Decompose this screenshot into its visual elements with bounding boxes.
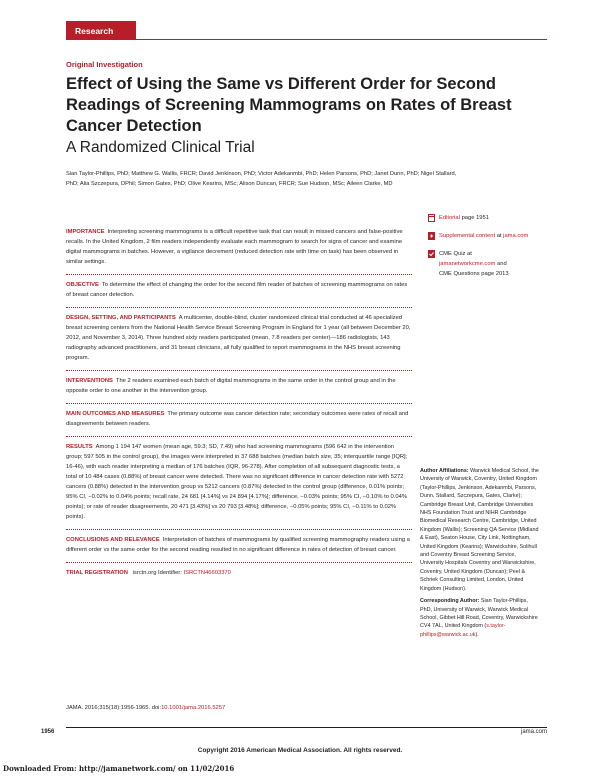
- supplemental-icon: [428, 232, 435, 240]
- abstract-results: [66, 436, 412, 529]
- affiliations-text: Warwick Medical School, the University of Warwick, Coventry, United Kingdom (Taylor-Phillips, Jenkinson, Adekanmbi, Parsons, Dunn, Stallard, Szczepura, Gates, Clarke); Cambridge Breast Unit, Cambridge Universities NHS Foundation Trust and NIHR Cambridge Biomedical Research Centre, Cambridge, United Kingdom (Wallis); Screening QA Service (Midland & East), Seaton House, City Link, Nottingham, United Kingdom (Kearins); Warwickshire, Solihull and Coventry Breast Screening Service, University Hospitals Coventry and Warwickshire, Coventry, United Kingdom (Duncan); Peel & Schriek Consulting Limited, London, United Kingdom (Hudson).: [420, 468, 539, 592]
- editorial-icon: [428, 214, 435, 222]
- section-label: IMPORTANCE: [66, 229, 105, 235]
- abstract-outcomes: [66, 403, 412, 436]
- corresponding-text: Sian Taylor-Phillips, PhD, University of Warwick, Warwick Medical School, Gibbet Hill Road, Coventry, Warwickshire CV4 7AL, United Kingdom (: [420, 598, 538, 630]
- corresponding-email[interactable]: s.taylor-phillips@warwick.ac.uk: [420, 623, 506, 638]
- copyright: Copyright 2016 American Medical Association. All rights reserved.: [197, 747, 403, 754]
- editorial-link[interactable]: [428, 213, 543, 223]
- cme-questions-label: CME Questions: [439, 271, 480, 277]
- section-text: Among 1 194 147 women (mean age, 59.3; SD, 7.49) who had screening mammograms (596 642 in the intervention group; 597 505 in the control group), the images were interpreted in 37 688 batches (median batch size, 35; interquartile range [IQR]; 16-46), with each reader interpreting a median of 176 batches (IQR, 96-278). After completion of all subsequent diagnostic tests, a total of 10 484 cases (0.88%) of breast cancer were detected. There was no significant difference in cancer detection rate with 5272 cancers (0.88%) detected in the intervention group vs 5212 cancers (0.87%) detected in the control group (difference, 0.01% points; 95% CI, −0.02% to 0.04% points; recall rate, 24 681 [4.14%] vs 24 894 [4.17%]; difference, −0.03% points; 95% CI, −0.10% to 0.04% points); or rate of reader disagreements, 20 471 [3.43%] vs 20 793 [3.48%]; difference, −0.05% points; 95% CI, −0.11% to 0.02% points).: [66, 444, 408, 520]
- corresponding-label: Corresponding Author:: [420, 598, 480, 605]
- cme-and: and: [497, 261, 507, 267]
- section-label: TRIAL REGISTRATION: [66, 570, 128, 576]
- supplemental-site: jama.com: [503, 233, 529, 239]
- download-stamp: Downloaded From: http://jamanetwork.com/ on 11/02/2016: [3, 764, 235, 773]
- citation-prefix: JAMA. 2016;315(18):1956-1965. doi:: [66, 705, 162, 711]
- section-label: MAIN OUTCOMES AND MEASURES: [66, 411, 165, 417]
- section-label: DESIGN, SETTING, AND PARTICIPANTS: [66, 315, 176, 321]
- abstract: [66, 222, 412, 585]
- abstract-conclusions: [66, 529, 412, 562]
- sidebar: [428, 213, 543, 287]
- section-text: To determine the effect of changing the order for the second film reader of batches of screening mammograms on rates of breast cancer detection.: [66, 282, 408, 298]
- section-label: INTERVENTIONS: [66, 378, 113, 384]
- section-label: OBJECTIVE: [66, 282, 99, 288]
- doi-link[interactable]: 10.1001/jama.2016.5257: [161, 705, 226, 711]
- section-text: A multicenter, double-blind, cluster randomized clinical trial conducted at 46 specialized breast screening centers from the National Health Service Breast Screening Program in England for 1 year (all between December 20, 2012, and November 3, 2014). Three hundred sixty readers participated (mean, 7.8 readers per center)—186 radiologists, 143 radiography advanced practitioners, and 31 breast clinicians, all fully qualified to report mammograms in the NHS breast screening program.: [66, 315, 411, 361]
- editorial-label: Editorial: [439, 215, 460, 221]
- affiliations-label: Author Affiliations:: [420, 468, 469, 474]
- cme-questions-page: page 2013: [481, 271, 509, 277]
- header-rule: [136, 39, 547, 40]
- supplemental-label: Supplemental content: [439, 233, 496, 239]
- article-subtitle: A Randomized Clinical Trial: [66, 139, 255, 156]
- section-badge: Research: [66, 21, 136, 40]
- author-list: Sian Taylor-Phillips, PhD; Matthew G. Wallis, FRCR; David Jenkinson, PhD; Victor Adekanmbi, PhD; Helen Parsons, PhD; Janet Dunn, PhD; Nigel Stallard, PhD; Alia Szczepura, DPhil; Simon Gates, PhD; Olive Kearins, MSc; Alison Duncan, FRCR; Sue Hudson, MSc; Aileen Clarke, MD: [66, 171, 457, 187]
- corresponding-author: [420, 597, 540, 639]
- editorial-page: page 1951: [461, 215, 489, 221]
- article-title: Effect of Using the Same vs Different Order for Second Readings of Screening Mammograms on Rates of Breast Cancer Detection: [66, 75, 512, 135]
- cme-site: jamanetworkcme.com: [439, 261, 496, 267]
- article-kicker: Original Investigation: [66, 60, 143, 69]
- cme-label: CME Quiz at: [439, 251, 472, 257]
- page-number: 1956: [41, 729, 55, 735]
- abstract-design: [66, 307, 412, 370]
- section-label: RESULTS: [66, 444, 93, 450]
- abstract-importance: [66, 222, 412, 274]
- section-text: Interpretation of batches of mammograms by qualified screening mammography readers using a different order vs the same order for the second reading resulted in no significant difference in rates of detection of breast cancer.: [66, 537, 410, 553]
- footer-site: jama.com: [520, 729, 547, 735]
- footer-rule: [66, 727, 547, 728]
- supplemental-suffix: at: [496, 233, 502, 239]
- abstract-interventions: [66, 370, 412, 403]
- abstract-objective: [66, 274, 412, 307]
- registration-link[interactable]: ISRCTN46603370: [183, 570, 231, 576]
- section-text: The 2 readers examined each batch of digital mammograms in the same order in the control group and in the opposite order to one another in the intervention group.: [66, 378, 396, 394]
- author-affiliations: [420, 467, 540, 639]
- supplemental-link[interactable]: [428, 231, 543, 241]
- corresponding-end: ).: [475, 631, 479, 638]
- section-text: Interpreting screening mammograms is a difficult repetitive task that can result in missed cancers and false-positive recalls. In the United Kingdom, 2 film readers independently evaluate each mammogram to search for signs of cancer and examine digital mammograms in batches. However, a vigilance decrement (reduced detection rate with time on task) has been observed in similar settings.: [66, 229, 403, 265]
- cme-icon: [428, 250, 435, 258]
- abstract-registration: [66, 562, 412, 585]
- cme-quiz-link[interactable]: [428, 249, 543, 279]
- citation: [66, 705, 225, 711]
- section-label: CONCLUSIONS AND RELEVANCE: [66, 537, 160, 543]
- section-text: The primary outcome was cancer detection rate; secondary outcomes were rates of recall and disagreements between readers.: [66, 411, 409, 427]
- registration-prefix: isrctn.org Identifier:: [132, 570, 182, 576]
